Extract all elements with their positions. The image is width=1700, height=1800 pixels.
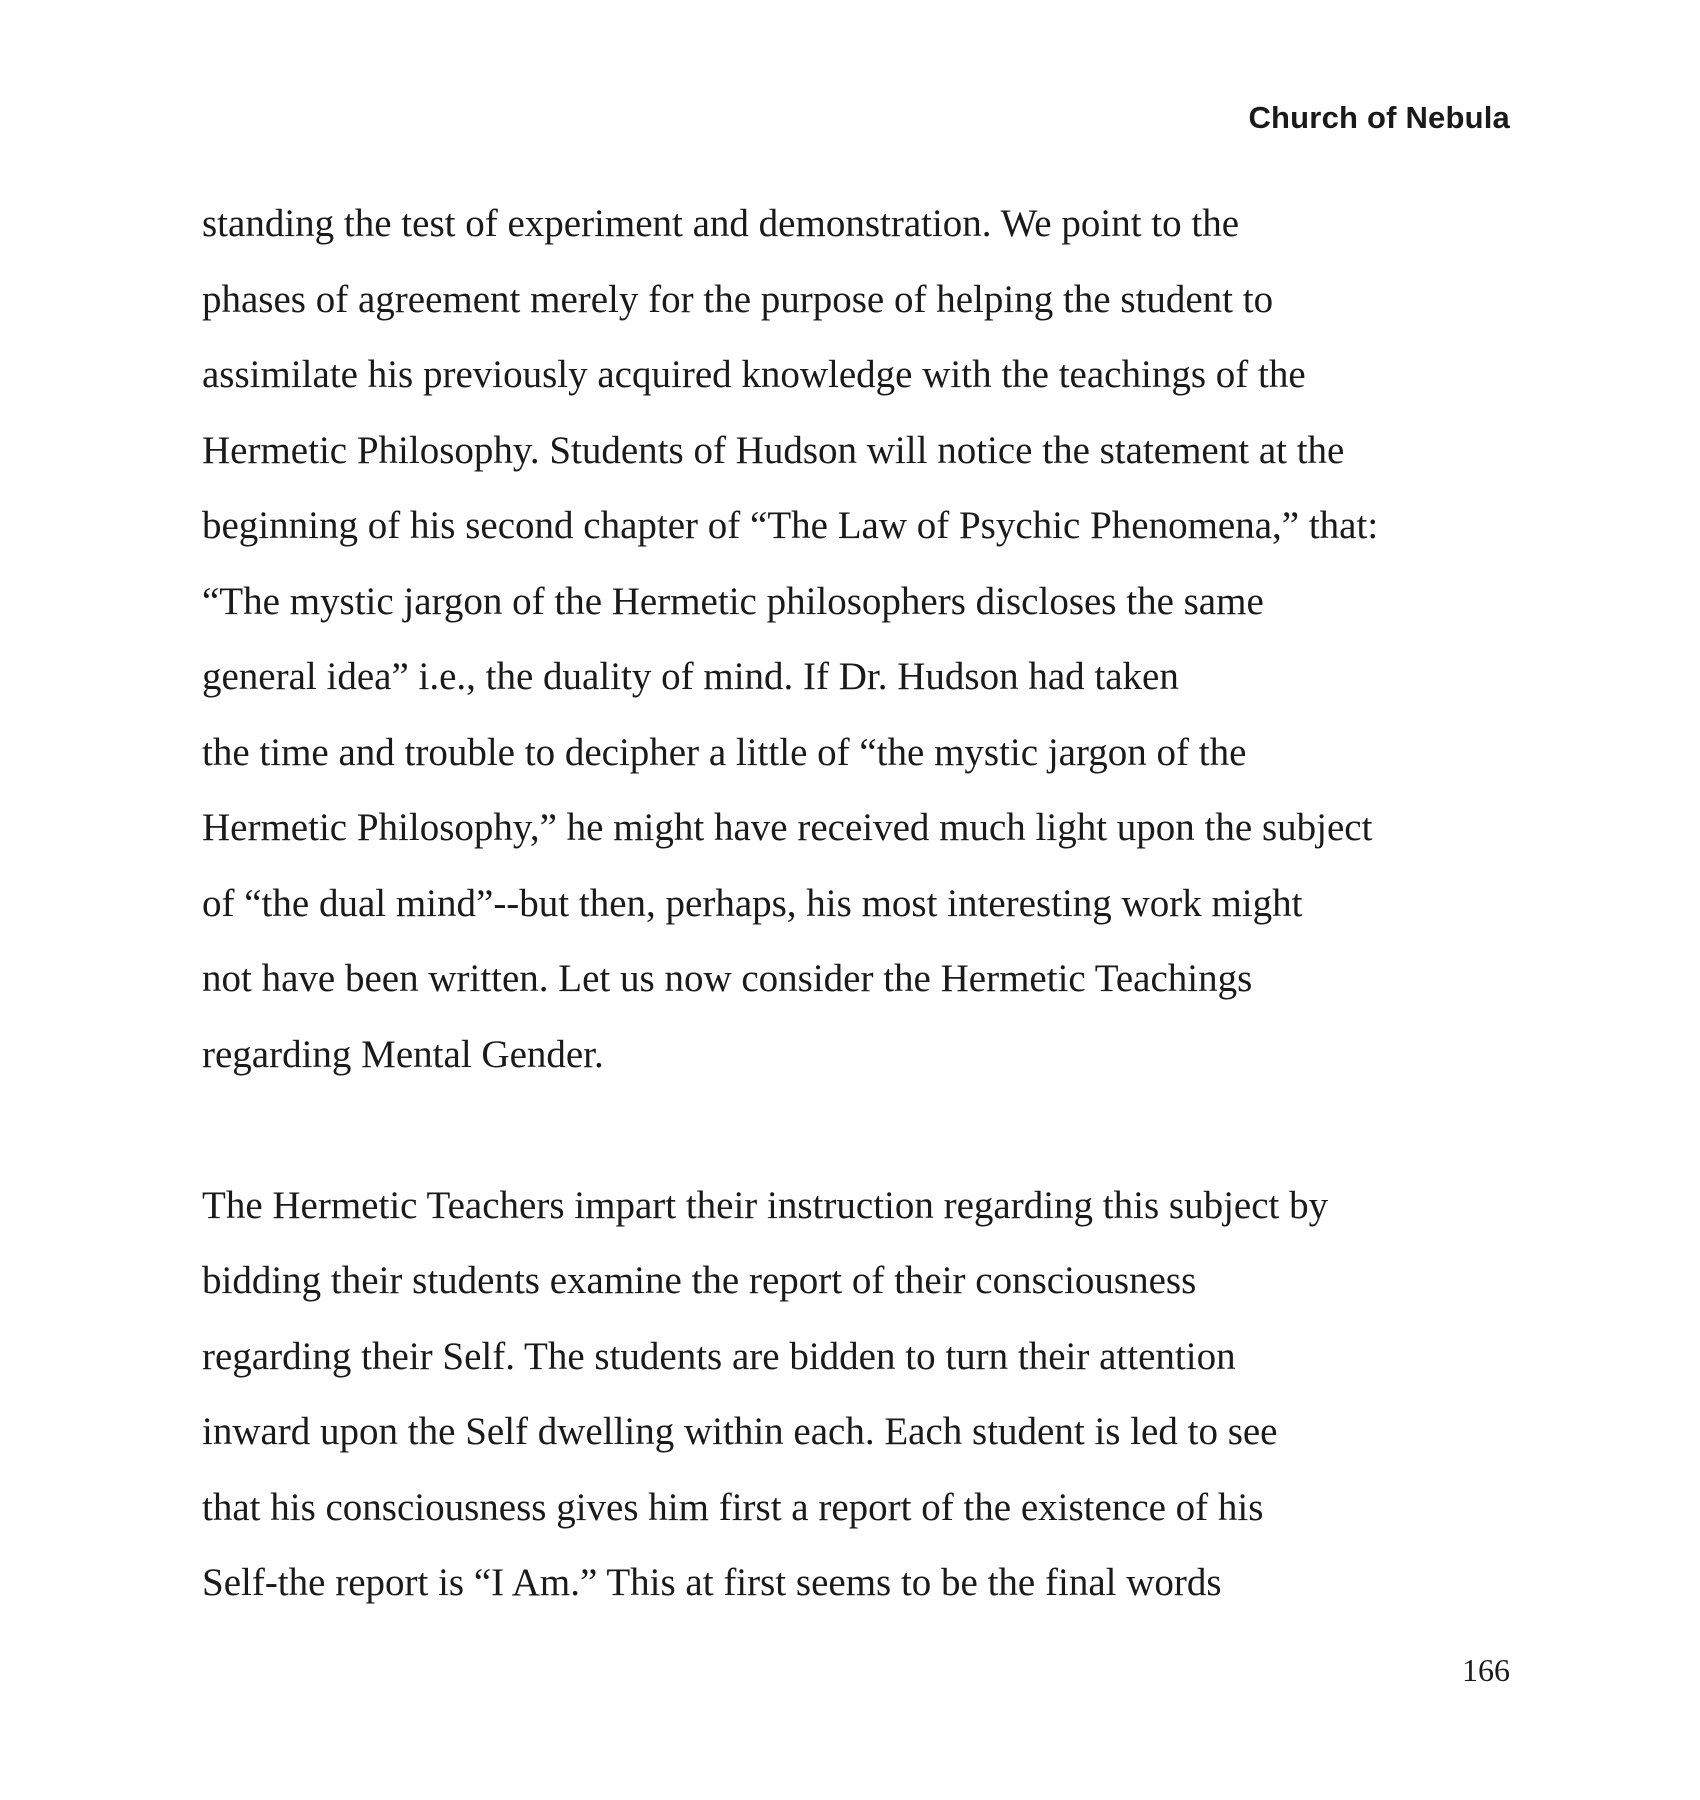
paragraph-2 (202, 1168, 1532, 1621)
text-line: phases of agreement merely for the purpose of helping the student to (202, 277, 1274, 321)
text-line: Hermetic Philosophy,” he might have received much light upon the subject (202, 806, 1373, 849)
text-line: standing the test of experiment and demonstration. We point to the (202, 202, 1240, 245)
text-line: Self-the report is “I Am.” This at first seems to be the final words (202, 1561, 1222, 1604)
text-line: “The mystic jargon of the Hermetic philosophers discloses the same (202, 579, 1264, 623)
text-line: regarding their Self. The students are bidden to turn their attention (202, 1334, 1236, 1378)
text-line: beginning of his second chapter of “The Law of Psychic Phenomena,” that: (202, 504, 1379, 547)
running-header: Church of Nebula (1248, 100, 1510, 135)
text-line: inward upon the Self dwelling within each. Each student is led to see (202, 1410, 1278, 1453)
text-line: that his consciousness gives him first a report of the existence of his (202, 1485, 1264, 1529)
text-line: Hermetic Philosophy. Students of Hudson will notice the statement at the (202, 428, 1345, 472)
body-text (202, 186, 1532, 1621)
text-line: the time and trouble to decipher a little of “the mystic jargon of the (202, 730, 1247, 774)
page-number: 166 (1462, 1652, 1510, 1688)
text-line: The Hermetic Teachers impart their instruction regarding this subject by (202, 1183, 1329, 1227)
text-line: bidding their students examine the report of their consciousness (202, 1259, 1197, 1302)
text-line: of “the dual mind”--but then, perhaps, his most interesting work might (202, 881, 1303, 925)
text-line: assimilate his previously acquired knowledge with the teachings of the (202, 353, 1306, 396)
text-line: not have been written. Let us now consider the Hermetic Teachings (202, 957, 1253, 1000)
text-line: regarding Mental Gender. (202, 1032, 604, 1076)
paragraph-1 (202, 186, 1532, 1092)
text-line: general idea” i.e., the duality of mind. If Dr. Hudson had taken (202, 655, 1179, 698)
paragraph-spacer (202, 1092, 1532, 1168)
